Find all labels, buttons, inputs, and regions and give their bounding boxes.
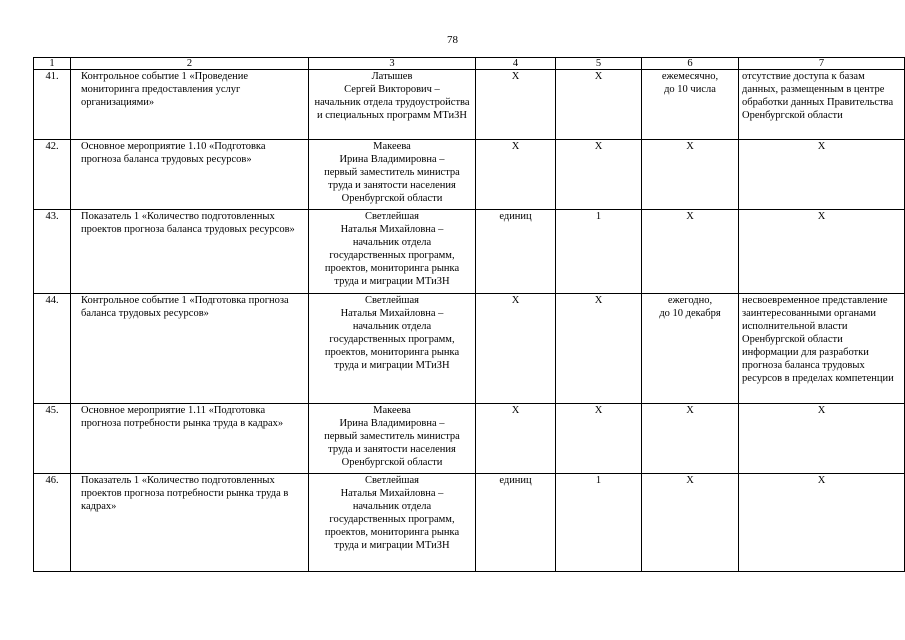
row-unit: Х (476, 294, 556, 404)
row-name: Контрольное событие 1 «Подготовка прогноза баланса трудовых ресурсов» (71, 294, 309, 404)
row-value: Х (556, 140, 642, 210)
row-risk: отсутствие доступа к базам данных, размещенным в центре обработки данных Правительства Оренбургской области (739, 70, 905, 140)
row-unit: единиц (476, 210, 556, 294)
row-period: Х (642, 140, 739, 210)
column-header: 4 (476, 58, 556, 70)
row-name: Контрольное событие 1 «Проведение мониторинга предоставления услуг организациями» (71, 70, 309, 140)
row-period: ежегодно, до 10 декабря (642, 294, 739, 404)
row-risk: Х (739, 210, 905, 294)
row-name: Показатель 1 «Количество подготовленных проектов прогноза потребности рынка труда в кадрах» (71, 474, 309, 572)
row-number: 44. (34, 294, 71, 404)
row-responsible: Макеева Ирина Владимировна – первый заместитель министра труда и занятости населения Оренбургской области (309, 140, 476, 210)
row-period: ежемесячно, до 10 числа (642, 70, 739, 140)
row-number: 42. (34, 140, 71, 210)
column-header: 5 (556, 58, 642, 70)
row-responsible: Макеева Ирина Владимировна – первый заместитель министра труда и занятости населения Оренбургской области (309, 404, 476, 474)
table-row (34, 210, 905, 294)
row-number: 41. (34, 70, 71, 140)
row-unit: Х (476, 140, 556, 210)
row-number: 43. (34, 210, 71, 294)
row-name: Основное мероприятие 1.10 «Подготовка прогноза баланса трудовых ресурсов» (71, 140, 309, 210)
row-value: 1 (556, 474, 642, 572)
table-header-row (34, 58, 905, 70)
row-unit: Х (476, 70, 556, 140)
table-row (34, 404, 905, 474)
row-responsible: Светлейшая Наталья Михайловна – начальник отдела государственных программ, проектов, мониторинга рынка труда и миграции МТиЗН (309, 294, 476, 404)
row-name: Основное мероприятие 1.11 «Подготовка прогноза потребности рынка труда в кадрах» (71, 404, 309, 474)
table-row (34, 474, 905, 572)
row-value: Х (556, 70, 642, 140)
column-header: 1 (34, 58, 71, 70)
row-value: Х (556, 294, 642, 404)
page-number: 78 (447, 34, 458, 46)
table-row (34, 70, 905, 140)
row-unit: Х (476, 404, 556, 474)
column-header: 3 (309, 58, 476, 70)
row-risk: Х (739, 404, 905, 474)
row-risk: несвоевременное представление заинтересованными органами исполнительной власти Оренбургской области информации для разработки прогноза баланса трудовых ресурсов в пределах компетенции (739, 294, 905, 404)
row-risk: Х (739, 474, 905, 572)
row-number: 45. (34, 404, 71, 474)
row-responsible: Латышев Сергей Викторович – начальник отдела трудоустройства и специальных программ МТиЗН (309, 70, 476, 140)
row-number: 46. (34, 474, 71, 572)
column-header: 6 (642, 58, 739, 70)
row-period: Х (642, 404, 739, 474)
row-responsible: Светлейшая Наталья Михайловна – начальник отдела государственных программ, проектов, мониторинга рынка труда и миграции МТиЗН (309, 474, 476, 572)
row-value: Х (556, 404, 642, 474)
column-header: 7 (739, 58, 905, 70)
row-name: Показатель 1 «Количество подготовленных проектов прогноза баланса трудовых ресурсов» (71, 210, 309, 294)
table-row (34, 140, 905, 210)
document-table (33, 57, 905, 572)
row-risk: Х (739, 140, 905, 210)
table-row (34, 294, 905, 404)
row-period: Х (642, 210, 739, 294)
row-period: Х (642, 474, 739, 572)
row-unit: единиц (476, 474, 556, 572)
row-value: 1 (556, 210, 642, 294)
column-header: 2 (71, 58, 309, 70)
row-responsible: Светлейшая Наталья Михайловна – начальник отдела государственных программ, проектов, мониторинга рынка труда и миграции МТиЗН (309, 210, 476, 294)
